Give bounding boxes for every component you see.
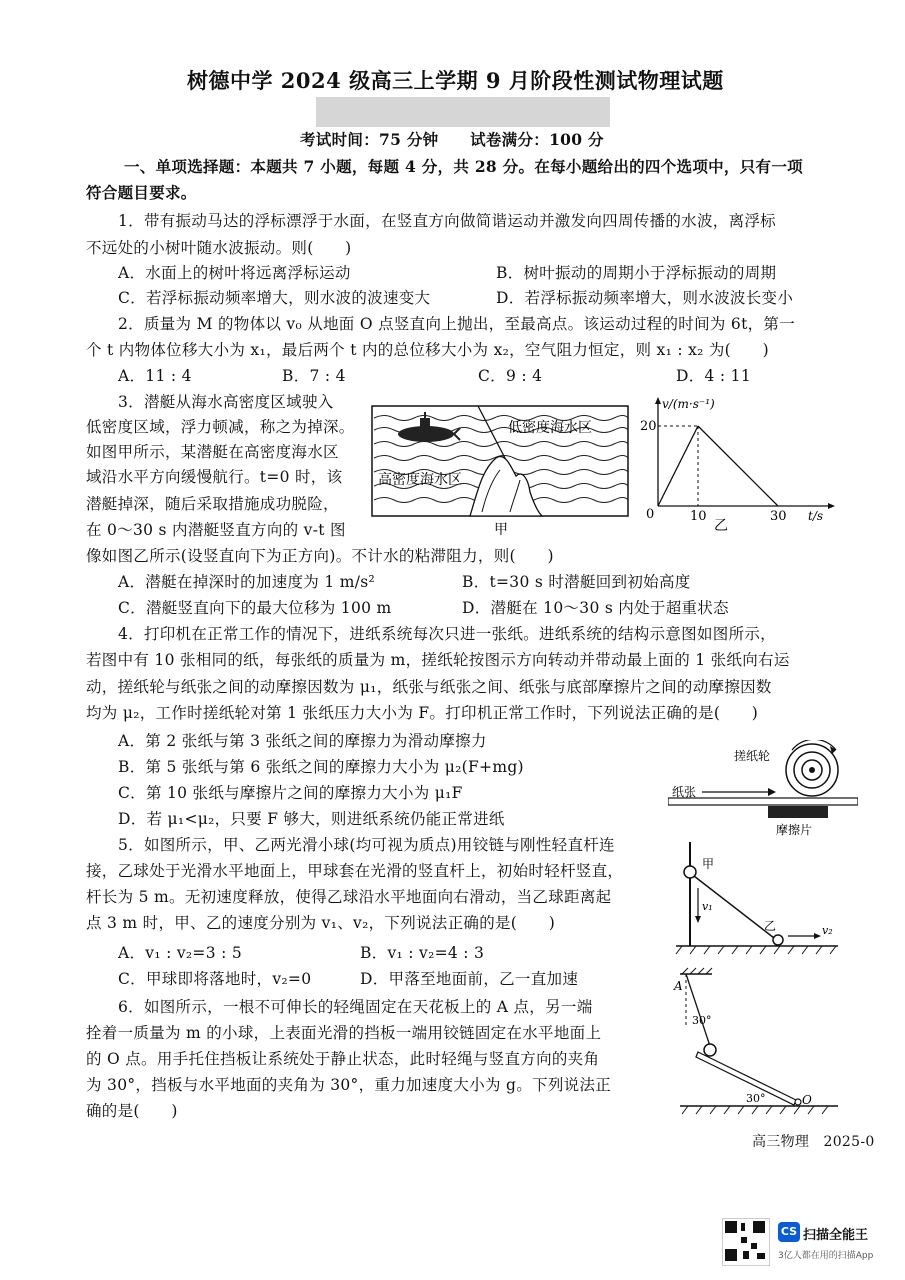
q3-stem-line2: 低密度区域，浮力顿减，称之为掉深。 — [86, 418, 355, 436]
q5-stem-line4: 点 3 m 时，甲、乙的速度分别为 v₁、v₂，下列说法正确的是( ) — [86, 914, 556, 932]
rod-balls-figure — [672, 838, 842, 956]
vt-falling-segment — [698, 426, 778, 506]
friction-pad — [768, 806, 828, 818]
q2-stem-line1: 2．质量为 M 的物体以 v₀ 从地面 O 点竖直向上抛出，至最高点。该运动过程的时间为 6t，第一 — [118, 315, 795, 333]
q1-option-d: D．若浮标振动频率增大，则水波波长变小 — [496, 289, 794, 307]
q3-option-b: B．t=30 s 时潜艇回到初始高度 — [462, 573, 691, 591]
q4-stem-line2: 若图中有 10 张相同的纸，每张纸的质量为 m，搓纸轮按图示方向转动并带动最上面的 1 张纸向右运 — [86, 651, 790, 669]
vt-rising-segment — [658, 426, 698, 506]
q3-option-c: C．潜艇竖直向下的最大位移为 100 m — [118, 599, 392, 617]
printer-feed-figure — [668, 740, 858, 840]
label-A: A — [674, 979, 683, 993]
q5-stem-line3: 杆长为 5 m。无初速度释放，使得乙球沿水平地面向右滑动，当乙球距离起 — [86, 888, 612, 906]
low-density-label: 低密度海水区 — [508, 420, 592, 436]
high-density-label: 高密度海水区 — [378, 472, 462, 488]
label-O: O — [802, 1093, 812, 1107]
redacted-block — [316, 97, 610, 127]
floor-hatching — [682, 1106, 828, 1114]
ceiling-hatching — [682, 968, 712, 974]
rope — [686, 974, 710, 1046]
q2-option-d: D．4 : 11 — [676, 367, 751, 385]
ball — [704, 1044, 716, 1056]
q4-option-d: D．若 μ₁<μ₂，只要 F 够大，则进纸系统仍能正常进纸 — [118, 810, 505, 828]
q5-option-d: D．甲落至地面前，乙一直加速 — [360, 970, 579, 988]
q2-option-b: B．7 : 4 — [282, 367, 346, 385]
q4-option-a: A．第 2 张纸与第 3 张纸之间的摩擦力为滑动摩擦力 — [118, 732, 487, 750]
qr-code-icon — [722, 1218, 770, 1266]
q1-option-a: A．水面上的树叶将远离浮标运动 — [118, 264, 351, 282]
page-footer-label: 高三物理 2025-0 — [752, 1134, 875, 1150]
q2-option-a: A．11 : 4 — [118, 367, 192, 385]
t-axis-label: t/s — [808, 509, 824, 523]
label-jia: 甲 — [702, 857, 715, 871]
seamount — [470, 456, 542, 516]
q4-option-c: C．第 10 张纸与摩擦片之间的摩擦力大小为 μ₁F — [118, 784, 463, 802]
section-heading-line2: 符合题目要求。 — [86, 183, 197, 202]
q4-stem-line4: 均为 μ₂，工作时搓纸轮对第 1 张纸压力大小为 F。打印机正常工作时，下列说法正确的是( ) — [86, 704, 759, 722]
label-yi: 乙 — [764, 919, 777, 933]
vt-graph — [640, 394, 835, 540]
q6-stem-line2: 拴着一质量为 m 的小球，上表面光滑的挡板一端用铰链固定在水平地面上 — [86, 1024, 602, 1042]
figure-caption-jia: 甲 — [494, 522, 508, 538]
q3-stem-line4: 域沿水平方向缓慢航行。t=0 时，该 — [86, 468, 343, 486]
q1-option-c: C．若浮标振动频率增大，则水波的波速变大 — [118, 289, 431, 307]
label-v2: v₂ — [822, 924, 833, 937]
scanner-slogan: 3亿人都在用的扫描App — [778, 1251, 874, 1261]
angle-label-board: 30° — [746, 1092, 766, 1105]
submarine-figure — [370, 400, 632, 540]
q5-option-c: C．甲球即将落地时，v₂=0 — [118, 970, 312, 988]
q4-option-b: B．第 5 张纸与第 6 张纸之间的摩擦力大小为 μ₂(F+mg) — [118, 758, 524, 776]
q1-stem-line2: 不远处的小树叶随水波振动。则( ) — [86, 239, 352, 257]
ball-yi — [773, 935, 783, 945]
y-tick-20: 20 — [640, 419, 657, 434]
q2-stem-line2: 个 t 内物体位移大小为 x₁，最后两个 t 内的总位移大小为 x₂，空气阻力恒定，则 x₁ : x₂ 为( ) — [86, 341, 769, 359]
scanner-app-name: 扫描全能王 — [803, 1228, 869, 1243]
q5-option-b: B．v₁ : v₂=4 : 3 — [360, 944, 485, 962]
ground-hatching — [676, 946, 836, 954]
paper-label: 纸张 — [672, 785, 697, 799]
q1-option-b: B．树叶振动的周期小于浮标振动的周期 — [496, 264, 777, 282]
x-tick-10: 10 — [690, 509, 707, 524]
roller-label: 搓纸轮 — [734, 749, 771, 763]
q3-stem-line1: 3．潜艇从海水高密度区域驶入 — [118, 393, 334, 411]
q3-stem-line5: 潜艇掉深，随后采取措施成功脱险， — [86, 495, 339, 513]
q2-option-c: C．9 : 4 — [478, 367, 543, 385]
hinge — [795, 1099, 801, 1105]
q1-stem-line1: 1．带有振动马达的浮标漂浮于水面，在竖直方向做简谐运动并激发向四周传播的水波，离浮标 — [118, 212, 776, 230]
q3-stem-line6: 在 0～30 s 内潜艇竖直方向的 v-t 图 — [86, 521, 346, 539]
q6-stem-line1: 6．如图所示，一根不可伸长的轻绳固定在天花板上的 A 点，另一端 — [118, 998, 593, 1016]
q3-stem-line3: 如图甲所示，某潜艇在高密度海水区 — [86, 443, 339, 461]
scanner-logo-icon: CS — [778, 1222, 800, 1242]
section-heading-line1: 一、单项选择题：本题共 7 小题，每题 4 分，共 28 分。在每小题给出的四个选项中，只有一项 — [124, 157, 803, 176]
q6-stem-line4: 为 30°，挡板与水平地面的夹角为 30°，重力加速度大小为 g。下列说法正 — [86, 1076, 612, 1094]
q3-option-a: A．潜艇在掉深时的加速度为 1 m/s² — [118, 573, 375, 591]
boundary-line — [478, 406, 506, 460]
q5-option-a: A．v₁ : v₂=3 : 5 — [118, 944, 242, 962]
q4-stem-line3: 动，搓纸轮与纸张之间的动摩擦因数为 μ₁，纸张与纸张之间、纸张与底部摩擦片之间的动摩擦因数 — [86, 678, 772, 696]
q3-stem-line7: 像如图乙所示(设竖直向下为正方向)。不计水的粘滞阻力，则( ) — [86, 547, 554, 565]
q6-stem-line3: 的 O 点。用手托住挡板让系统处于静止状态，此时轻绳与竖直方向的夹角 — [86, 1050, 600, 1068]
q5-stem-line1: 5．如图所示，甲、乙两光滑小球(均可视为质点)用铰链与刚性轻直杆连 — [118, 836, 615, 854]
q6-stem-line5: 确的是( ) — [86, 1102, 178, 1120]
q4-stem-line1: 4．打印机在正常工作的情况下，进纸系统每次只进一张纸。进纸系统的结构示意图如图所示， — [118, 625, 776, 643]
figure-caption-yi: 乙 — [714, 518, 728, 534]
q5-stem-line2: 接，乙球处于光滑水平地面上，甲球套在光滑的竖直杆上，初始时轻杆竖直， — [86, 862, 624, 880]
angle-label-rope: 30° — [692, 1014, 712, 1027]
rope-board-figure — [672, 966, 842, 1120]
exam-info: 考试时间：75 分钟 试卷满分：100 分 — [300, 130, 604, 149]
v-axis-label: v/(m·s⁻¹) — [662, 397, 715, 411]
page-title: 树德中学 2024 级高三上学期 9 月阶段性测试物理试题 — [187, 68, 724, 93]
origin-label: 0 — [646, 507, 655, 522]
q3-option-d: D．潜艇在 10～30 s 内处于超重状态 — [462, 599, 729, 617]
paper-stack — [668, 798, 858, 805]
pad-label: 摩擦片 — [776, 823, 813, 837]
label-v1: v₁ — [702, 900, 713, 913]
x-tick-30: 30 — [770, 509, 787, 524]
